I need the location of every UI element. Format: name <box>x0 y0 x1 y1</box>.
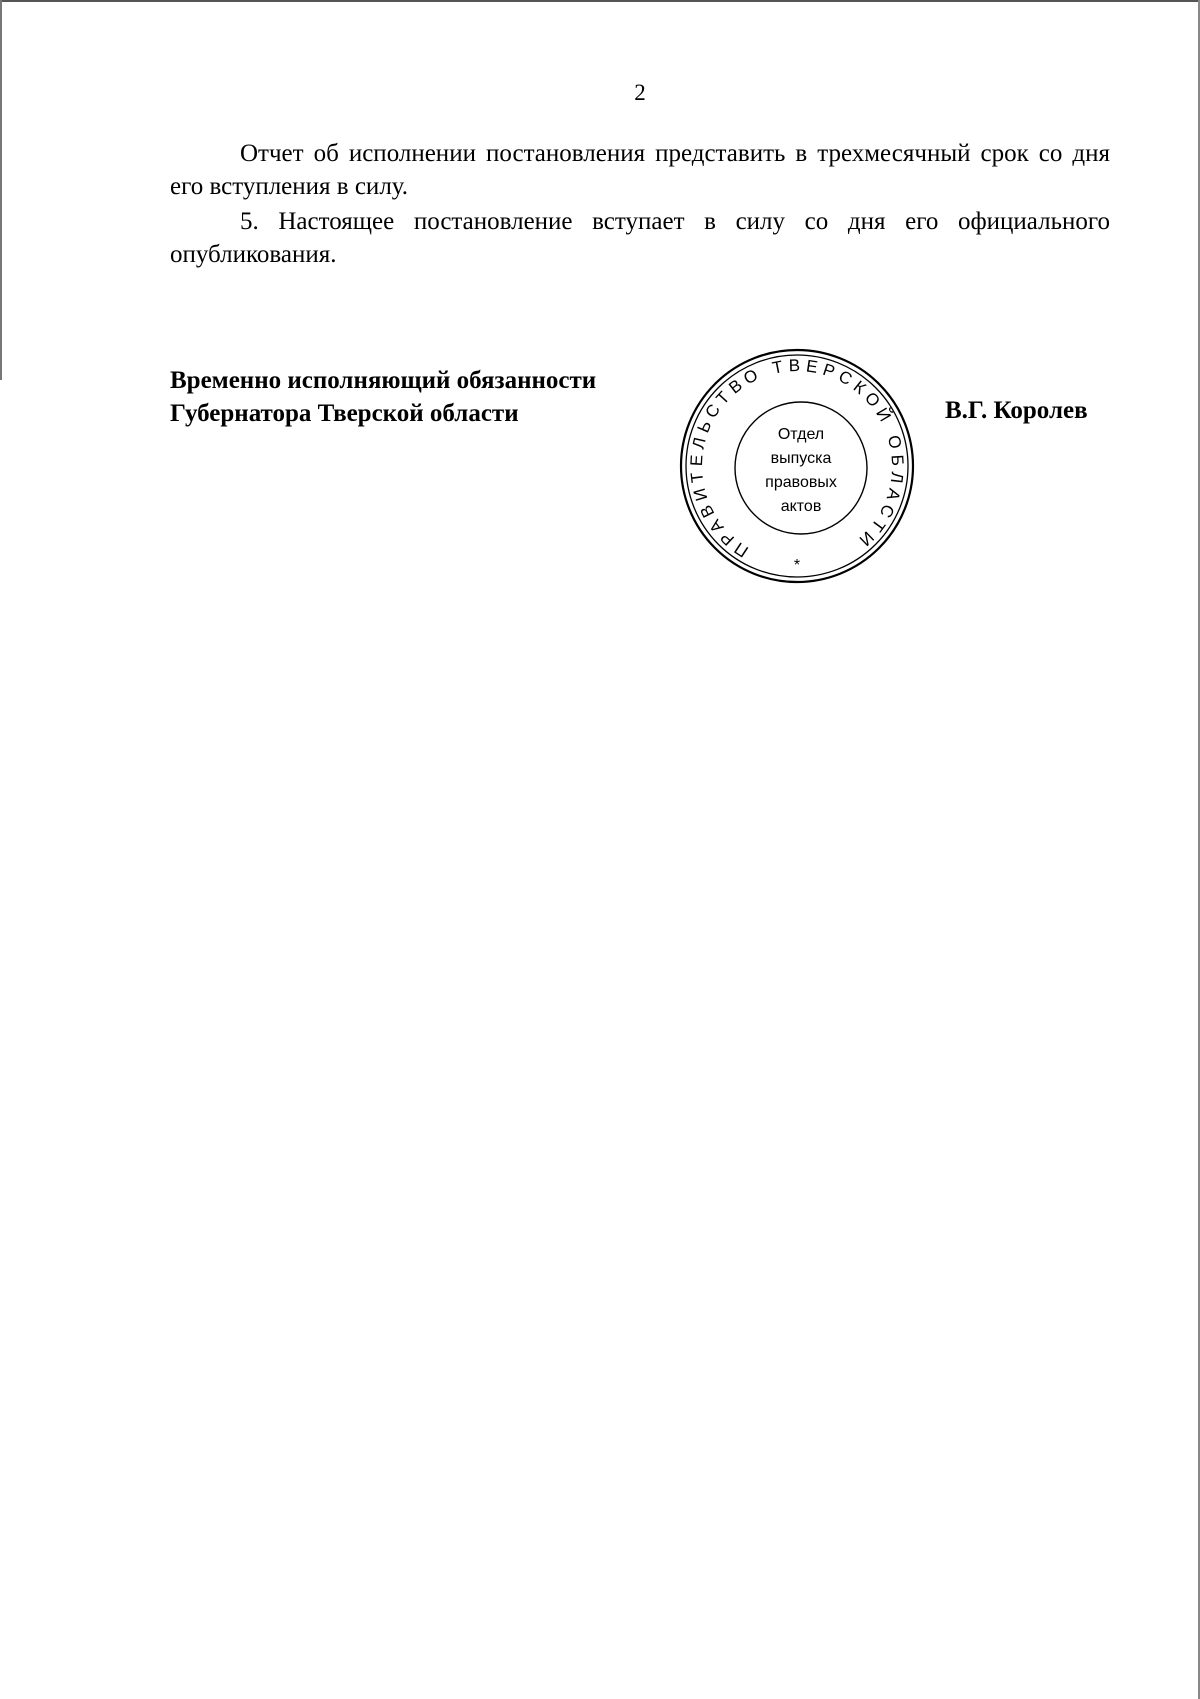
signatory-position-line2: Губернатора Тверской области <box>170 400 519 427</box>
stamp-line-1: Отдел <box>777 426 825 443</box>
stamp-line-2: выпуска <box>770 450 832 467</box>
page-number: 2 <box>634 80 646 105</box>
stamp-star: * <box>793 557 801 574</box>
stamp-line-3: правовых <box>765 474 837 491</box>
scan-border-left <box>0 0 2 380</box>
signatory-name: В.Г. Королев <box>945 397 1088 424</box>
stamp-ring-text-path: ПРАВИТЕЛЬСТВО ТВЕРСКОЙ ОБЛАСТИ <box>686 355 908 562</box>
stamp-line-4: актов <box>780 498 822 515</box>
signatory-position-line1: Временно исполняющий обязанности <box>170 367 597 394</box>
official-stamp <box>677 346 917 586</box>
scan-border-top <box>0 0 1200 2</box>
signatory-position <box>170 364 596 430</box>
paragraph-effective-date: 5. Настоящее постановление вступает в силу со дня его официального опубликования. <box>170 208 1110 268</box>
paragraph-report: Отчет об исполнении постановления представить в трехмесячный срок со дня его вступления в силу. <box>170 140 1110 200</box>
